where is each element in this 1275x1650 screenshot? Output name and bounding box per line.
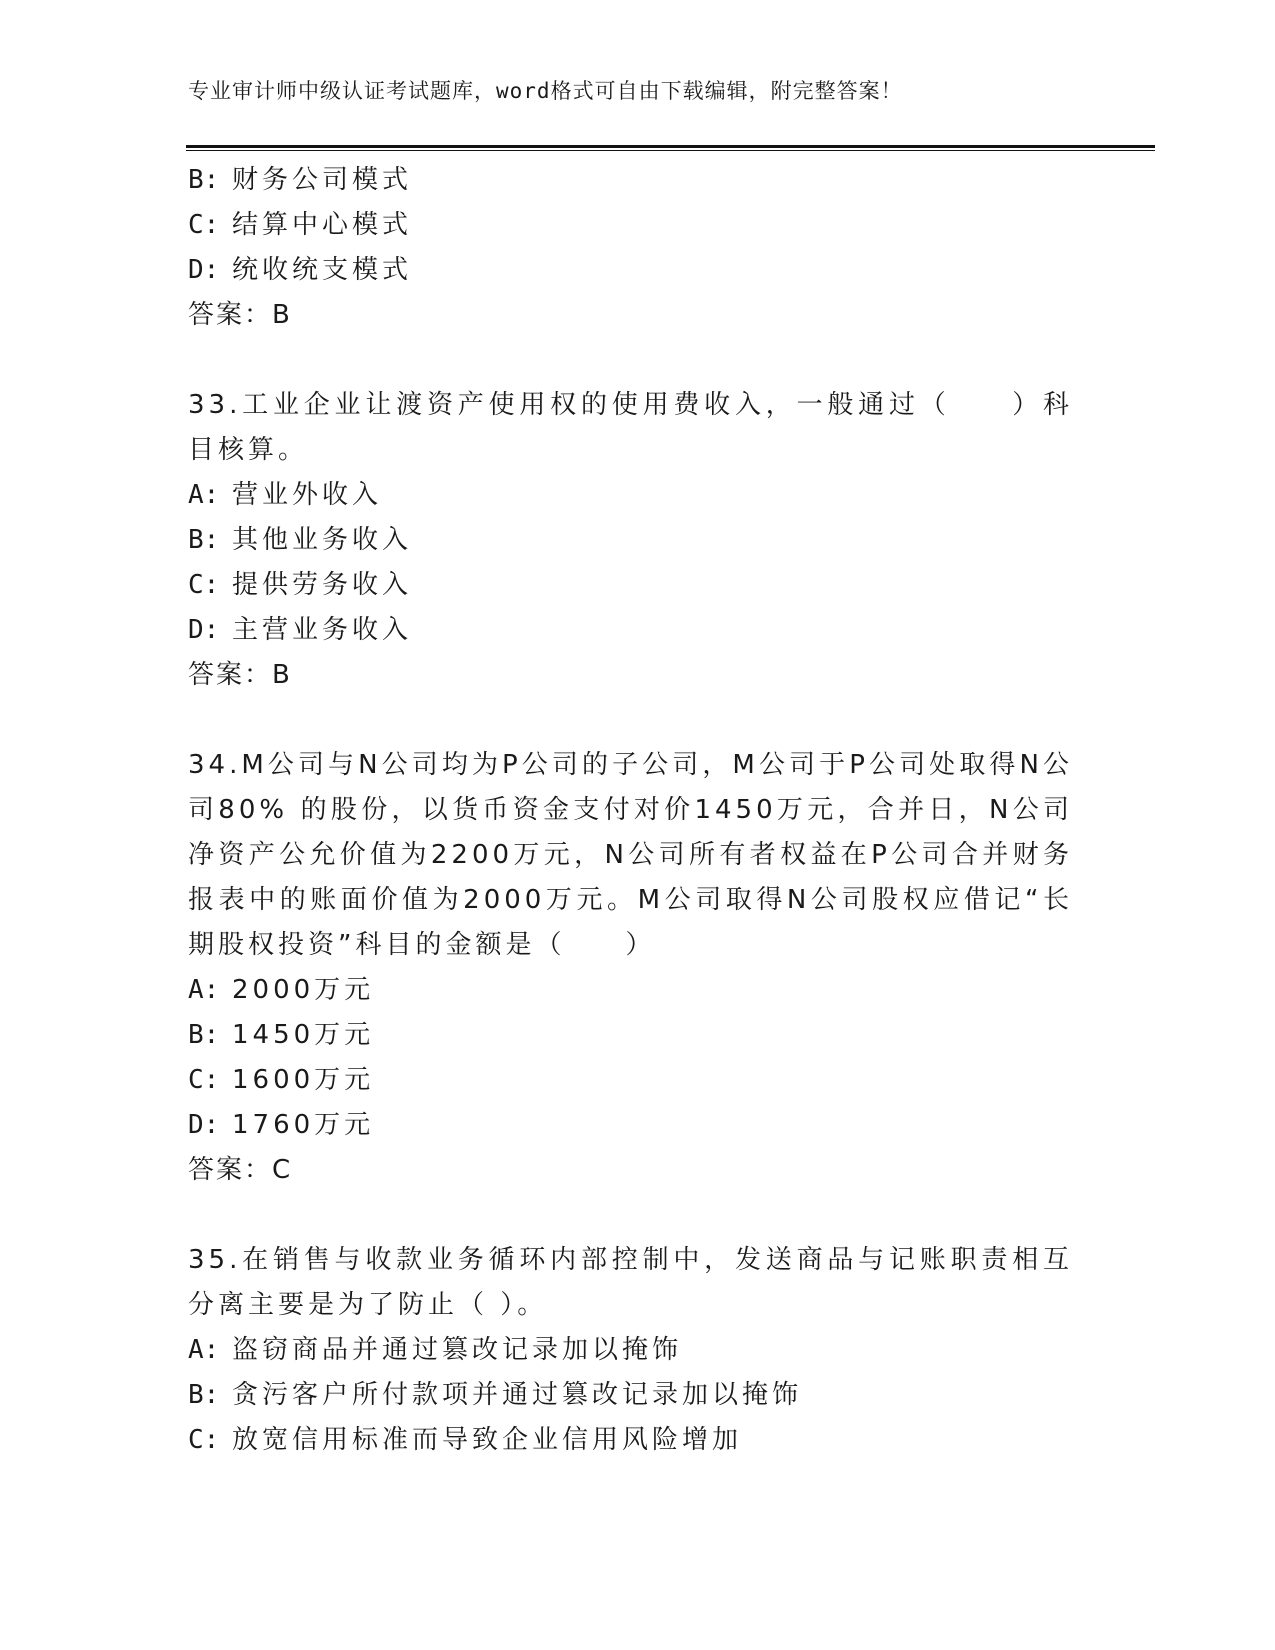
option-text: 2000万元 xyxy=(232,975,375,1005)
option-text: 主营业务收入 xyxy=(232,615,413,645)
option-a xyxy=(188,968,1088,1013)
option-letter: A: xyxy=(188,1335,220,1365)
document-body xyxy=(188,158,1088,1463)
header-rule-thick xyxy=(186,145,1155,148)
option-a xyxy=(188,1328,1088,1373)
question-34 xyxy=(188,743,1088,1193)
option-text: 贪污客户所付款项并通过篡改记录加以掩饰 xyxy=(232,1380,803,1410)
option-letter: B: xyxy=(188,1380,220,1410)
option-c xyxy=(188,203,1088,248)
option-b xyxy=(188,518,1088,563)
option-b xyxy=(188,158,1088,203)
spacer xyxy=(188,1193,1088,1238)
spacer xyxy=(188,698,1088,743)
option-text: 结算中心模式 xyxy=(232,210,413,240)
option-text: 财务公司模式 xyxy=(232,165,413,195)
answer-line: 答案：B xyxy=(188,660,292,690)
option-text: 1600万元 xyxy=(232,1065,375,1095)
option-text: 放宽信用标准而导致企业信用风险增加 xyxy=(232,1425,743,1455)
option-b xyxy=(188,1373,1088,1418)
answer-line: 答案：C xyxy=(188,1155,293,1185)
option-c xyxy=(188,563,1088,608)
option-b xyxy=(188,1013,1088,1058)
question-stem: 34.M公司与N公司均为P公司的子公司，M公司于P公司处取得N公司80% 的股份，以货币资金支付对价1450万元，合并日，N公司净资产公允价值为2200万元，N公司所有者权益在P公司合并财务报表中的账面价值为2000万元。M公司取得N公司股权应借记“长期股权投资”科目的金额是（ ） xyxy=(188,750,1073,960)
option-text: 盗窃商品并通过篡改记录加以掩饰 xyxy=(232,1335,683,1365)
option-c xyxy=(188,1418,1088,1463)
option-text: 统收统支模式 xyxy=(232,255,413,285)
option-letter: A: xyxy=(188,975,220,1005)
option-letter: D: xyxy=(188,615,220,645)
option-c xyxy=(188,1058,1088,1103)
option-d xyxy=(188,248,1088,293)
option-a xyxy=(188,473,1088,518)
question-stem: 35.在销售与收款业务循环内部控制中，发送商品与记账职责相互分离主要是为了防止（ ）。 xyxy=(188,1245,1073,1320)
question-33 xyxy=(188,383,1088,698)
option-text: 营业外收入 xyxy=(232,480,383,510)
option-text: 1450万元 xyxy=(232,1020,375,1050)
spacer xyxy=(188,338,1088,383)
question-stem: 33.工业企业让渡资产使用权的使用费收入，一般通过（ ）科目核算。 xyxy=(188,390,1073,465)
option-text: 其他业务收入 xyxy=(232,525,413,555)
answer-line: 答案：B xyxy=(188,300,292,330)
header-rule-thin xyxy=(186,150,1155,151)
option-letter: C: xyxy=(188,1065,220,1095)
option-letter: C: xyxy=(188,210,220,240)
option-text: 提供劳务收入 xyxy=(232,570,413,600)
option-letter: B: xyxy=(188,1020,220,1050)
option-letter: A: xyxy=(188,480,220,510)
option-letter: D: xyxy=(188,1110,220,1140)
option-d xyxy=(188,1103,1088,1148)
option-letter: D: xyxy=(188,255,220,285)
option-letter: C: xyxy=(188,1425,220,1455)
option-letter: C: xyxy=(188,570,220,600)
option-d xyxy=(188,608,1088,653)
page-header: 专业审计师中级认证考试题库，word格式可自由下载编辑，附完整答案！ xyxy=(188,79,903,103)
question-35 xyxy=(188,1238,1088,1463)
option-letter: B: xyxy=(188,525,220,555)
option-text: 1760万元 xyxy=(232,1110,375,1140)
question-32-tail xyxy=(188,158,1088,338)
option-letter: B: xyxy=(188,165,220,195)
